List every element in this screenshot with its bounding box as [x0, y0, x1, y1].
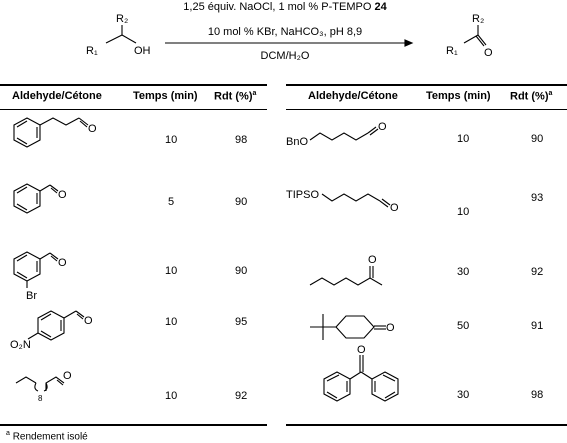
reactant-r1-label: R₁ — [86, 45, 98, 57]
structure-2-bromobenzaldehyde — [0, 246, 90, 306]
right-row-3-time: 30 — [457, 266, 470, 278]
label-o: O — [390, 202, 399, 214]
right-row-2-time: 10 — [457, 206, 470, 218]
reactant-alcohol-structure — [86, 5, 190, 75]
conditions-reagents: 1,25 équiv. NaOCl, 1 mol % P-TEMPO — [183, 1, 372, 13]
product-carbonyl-structure — [440, 5, 540, 75]
product-r2-label: R₂ — [472, 13, 485, 25]
left-row-3-yield: 90 — [235, 265, 248, 277]
left-row-4-time: 10 — [165, 316, 178, 328]
label-n8: 8 — [38, 394, 43, 403]
structure-4-tipsobutanal — [286, 178, 436, 228]
table-header-rule-right — [286, 109, 567, 110]
structure-3-phenylpropanal — [0, 112, 130, 162]
table-bottom-rule-left — [0, 424, 267, 426]
label-bno: BnO — [286, 136, 309, 148]
label-tipso: TIPSO — [286, 189, 320, 201]
label-o: O — [386, 322, 395, 334]
label-br: Br — [26, 290, 37, 302]
product-o-label: O — [484, 47, 493, 59]
right-row-4-time: 50 — [457, 320, 470, 332]
header-yield-left — [214, 90, 256, 103]
structure-4-nitrobenzaldehyde — [0, 300, 130, 360]
structure-2-octanone — [286, 245, 436, 305]
footnote-text: Rendement isolé — [12, 431, 88, 443]
header-yield-right — [510, 90, 552, 103]
left-row-1-time: 10 — [165, 134, 178, 146]
header-time-left: Temps (min) — [133, 90, 198, 102]
reactant-r2-label: R₂ — [116, 13, 129, 25]
header-substrate-right: Aldehyde/Cétone — [308, 90, 398, 102]
label-o: O — [378, 121, 387, 133]
structure-dodecanal — [0, 365, 100, 415]
right-row-4-yield: 91 — [531, 320, 544, 332]
label-o2n: O₂N — [10, 339, 31, 351]
left-row-4-yield: 95 — [235, 316, 248, 328]
table-header-rule-left — [0, 109, 267, 110]
header-yield-left-label: Rdt (%) — [214, 90, 253, 103]
header-time-right: Temps (min) — [426, 90, 491, 102]
label-o: O — [84, 315, 93, 327]
structure-benzophenone — [286, 345, 436, 425]
right-row-1-yield: 90 — [531, 133, 544, 145]
structure-4-benzyloxybutanal — [286, 112, 426, 162]
header-yield-left-note: a — [252, 90, 257, 97]
conditions-line-2: 10 mol % KBr, NaHCO₃, pH 8,9 — [207, 26, 363, 38]
right-row-2-yield: 93 — [531, 192, 544, 204]
product-r1-label: R₁ — [446, 45, 458, 57]
label-o: O — [63, 370, 72, 382]
header-yield-right-note: a — [548, 90, 553, 97]
left-row-3-time: 10 — [165, 265, 178, 277]
header-substrate-left: Aldehyde/Cétone — [12, 90, 102, 102]
left-row-2-yield: 90 — [235, 196, 248, 208]
right-row-1-time: 10 — [457, 133, 470, 145]
footnote-mark: a — [6, 430, 10, 437]
left-row-2-time: 5 — [168, 196, 175, 208]
footnote — [6, 430, 88, 442]
table-top-rule-right — [286, 84, 567, 86]
label-o: O — [357, 344, 366, 356]
label-o: O — [88, 123, 97, 135]
header-yield-right-label: Rdt (%) — [510, 90, 549, 103]
label-o: O — [58, 257, 67, 269]
table-top-rule-left — [0, 84, 267, 86]
left-row-5-time: 10 — [165, 390, 178, 402]
conditions-line-3: DCM/H₂O — [260, 50, 310, 62]
right-row-3-yield: 92 — [531, 266, 544, 278]
right-row-5-yield: 98 — [531, 389, 544, 401]
left-row-5-yield: 92 — [235, 390, 248, 402]
catalyst-compound-number: 24 — [374, 1, 387, 13]
structure-benzaldehyde — [0, 178, 90, 228]
reactant-oh-label: OH — [134, 45, 151, 57]
right-row-5-time: 30 — [457, 389, 470, 401]
label-o: O — [58, 189, 67, 201]
label-o: O — [368, 254, 377, 266]
left-row-1-yield: 98 — [235, 134, 248, 146]
